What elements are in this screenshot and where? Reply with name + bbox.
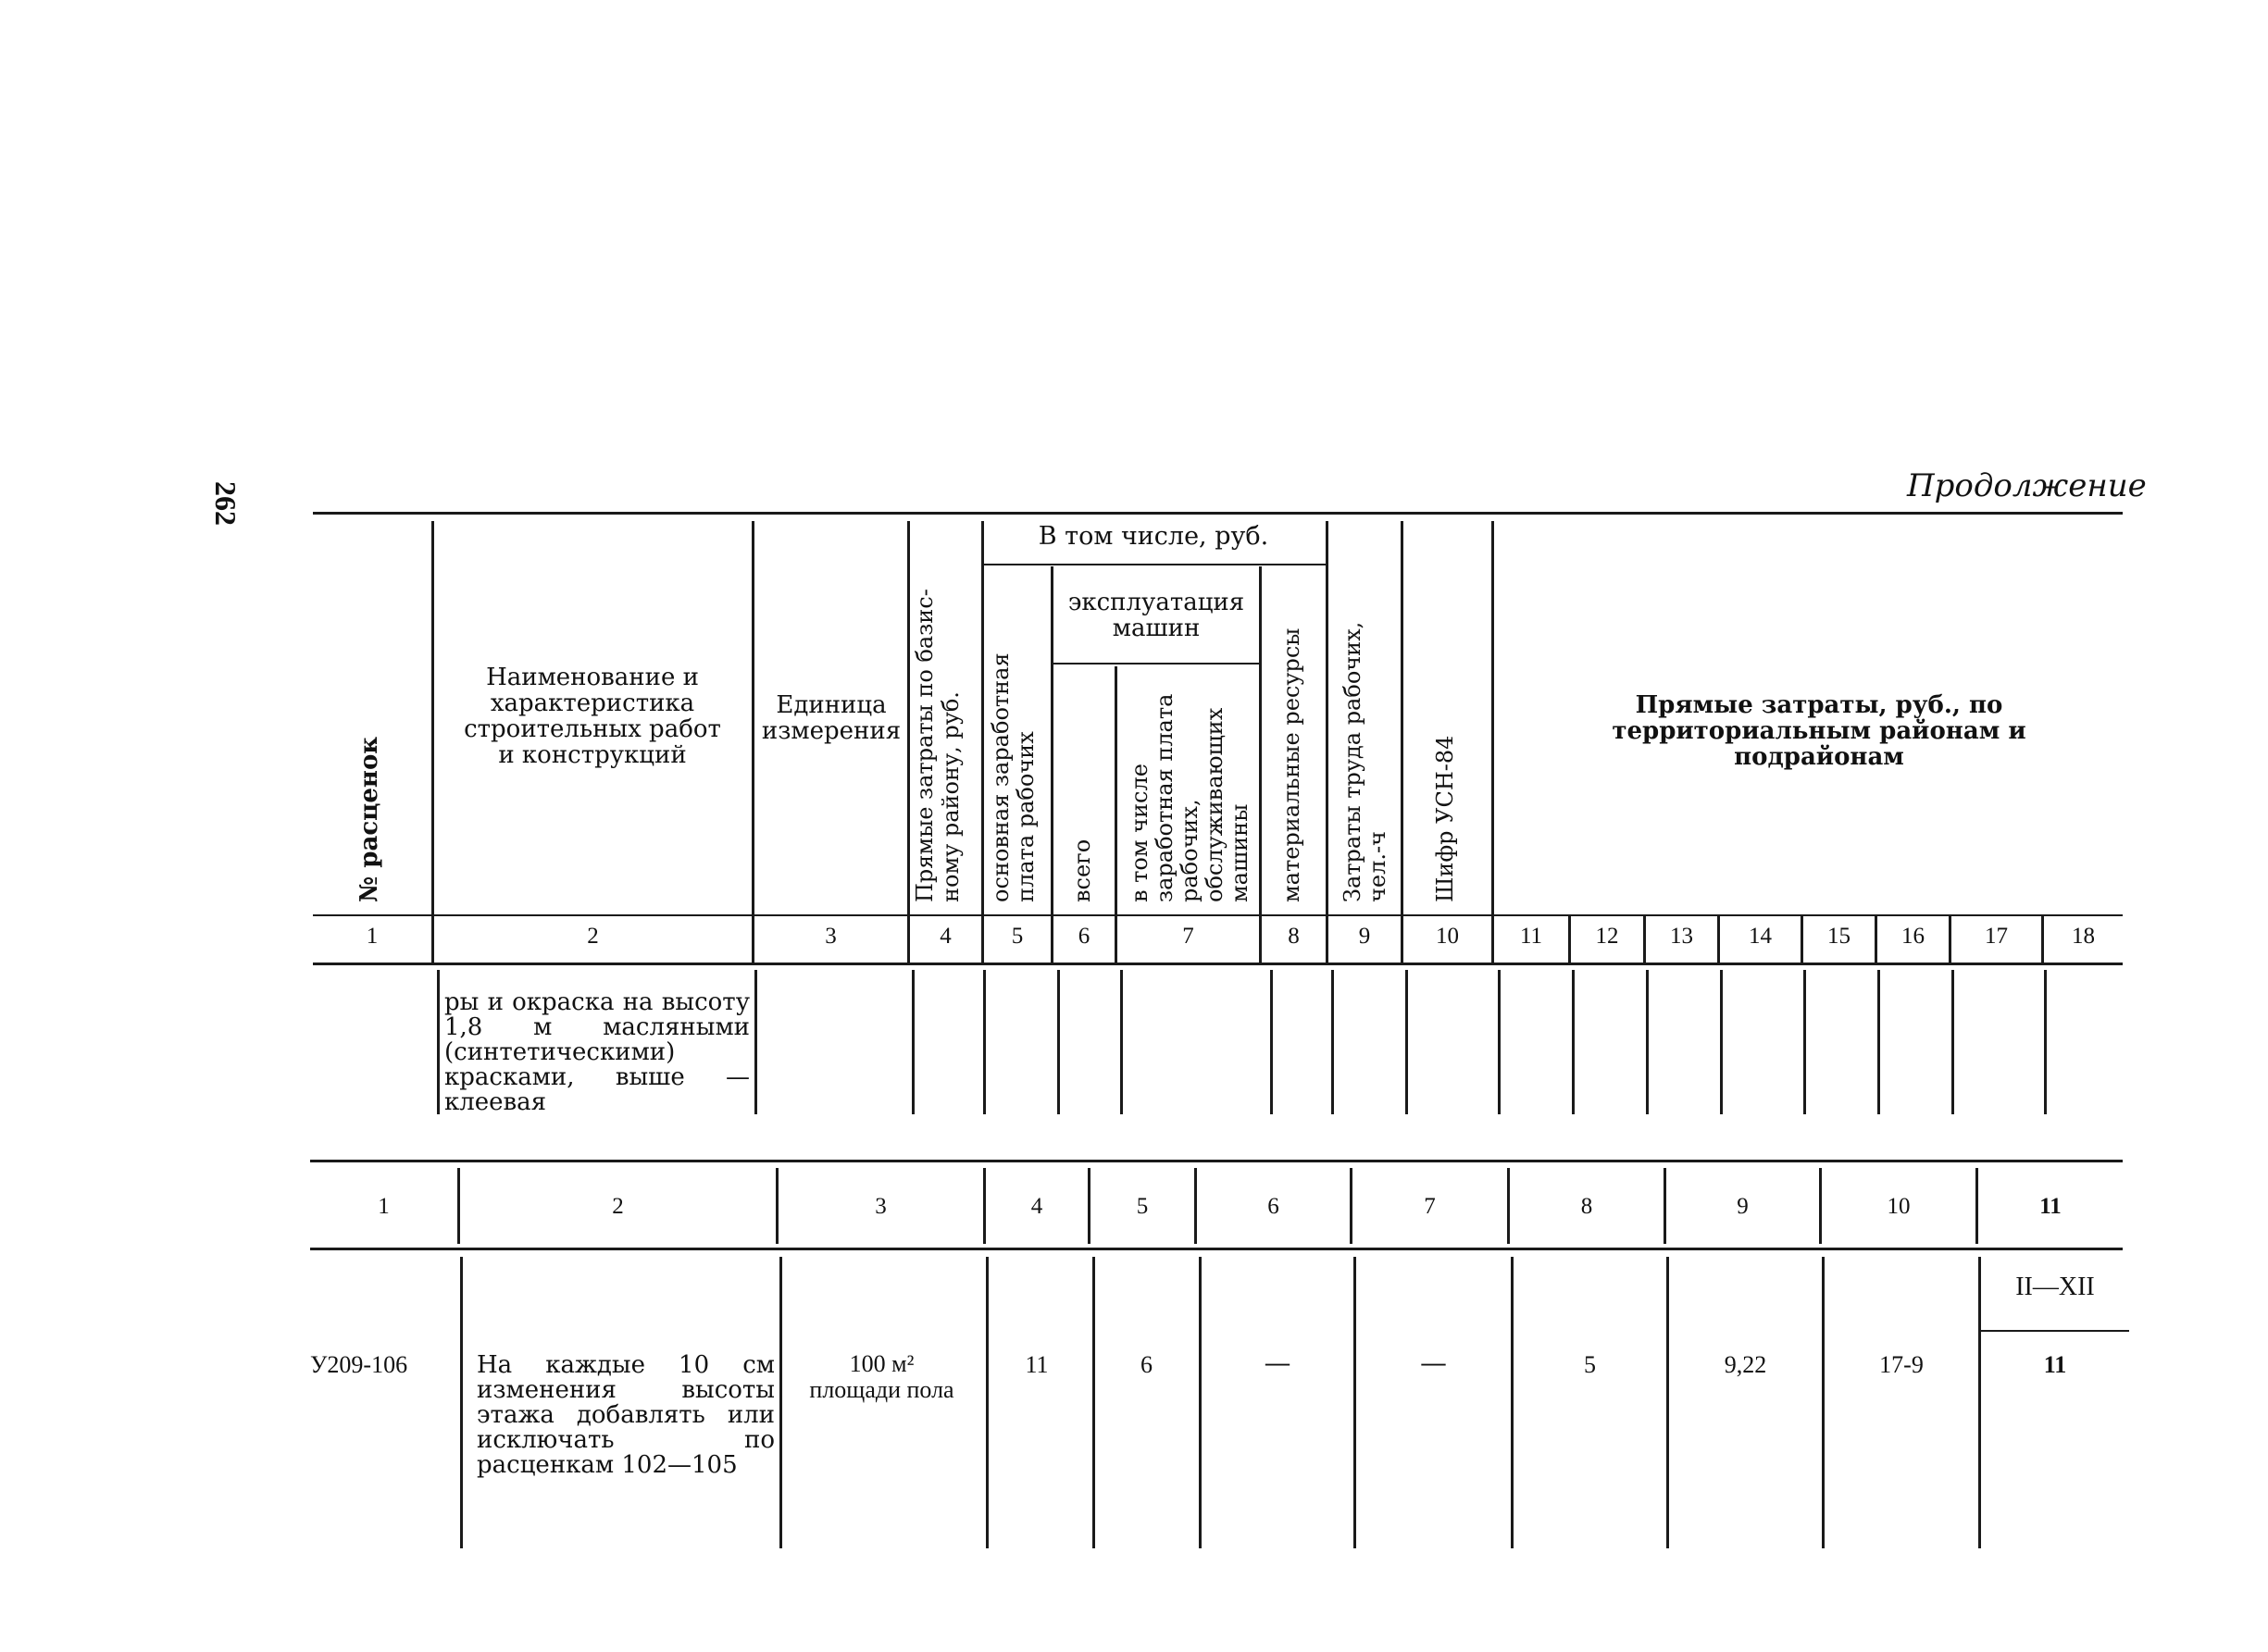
col-num-8: 8 <box>1288 924 1300 949</box>
col-num-12: 12 <box>1595 924 1619 949</box>
header-direct-costs <box>912 546 964 902</box>
base-wage-value: 6 <box>1140 1351 1153 1378</box>
labor-value: 9,22 <box>1724 1351 1767 1378</box>
col-num-9: 9 <box>1358 924 1371 949</box>
t2-col-num-5: 5 <box>1136 1194 1149 1219</box>
header-rate-number: № расценок <box>355 736 383 902</box>
region-label: II—XII <box>2015 1273 2095 1301</box>
col-num-17: 17 <box>1985 924 2008 949</box>
header-usn-code: Шифр УСН-84 <box>1432 735 1458 902</box>
t2-col-num-4: 4 <box>1030 1194 1043 1219</box>
t2-col-num-2: 2 <box>612 1194 624 1219</box>
t2-col-num-10: 10 <box>1887 1194 1911 1219</box>
materials-value: 5 <box>1584 1351 1596 1378</box>
header-materials: материальные ресурсы <box>1278 627 1304 902</box>
machine-wages-value: — <box>1421 1349 1446 1376</box>
rate-code: У209-106 <box>310 1351 408 1378</box>
col-num-2: 2 <box>587 924 599 949</box>
header-base-wage-text: основная заработная плата рабочих <box>988 652 1039 902</box>
work-description: На каждые 10 см изменения высоты этажа добавлять или исключать по расценкам 102—105 <box>477 1351 775 1479</box>
t2-col-num-1: 1 <box>378 1194 390 1219</box>
t2-col-num-3: 3 <box>875 1194 887 1219</box>
col-num-15: 15 <box>1827 924 1851 949</box>
header-regions: Прямые затраты, руб., по территориальным районам и подрайонам <box>1612 691 2026 771</box>
header-group-label: В том числе, руб. <box>1038 522 1269 551</box>
col-num-5: 5 <box>1011 924 1024 949</box>
header-base-wage <box>989 606 1039 902</box>
col-num-11: 11 <box>1519 924 1543 949</box>
header-unit: Единица измерения <box>761 691 902 745</box>
machines-total-value: — <box>1265 1349 1290 1376</box>
col-num-14: 14 <box>1749 924 1772 949</box>
col-num-7: 7 <box>1182 924 1194 949</box>
t2-col-num-11: 11 <box>2039 1194 2062 1219</box>
header-labor <box>1340 588 1390 902</box>
header-machine-wages-text: в том числе заработная плата рабочих, обслуживающих машины <box>1127 693 1252 902</box>
unit-of-measure: 100 м² площади пола <box>809 1350 954 1403</box>
col-num-6: 6 <box>1078 924 1090 949</box>
header-machine-wages <box>1128 666 1252 902</box>
col-num-13: 13 <box>1670 924 1693 949</box>
col-num-4: 4 <box>940 924 952 949</box>
header-machines: эксплуатация машин <box>1067 589 1245 642</box>
col-num-18: 18 <box>2072 924 2095 949</box>
usn-code-value: 17-9 <box>1879 1351 1924 1378</box>
header-direct-costs-text: Прямые затраты по базис-ному району, руб. <box>912 589 964 902</box>
col-num-3: 3 <box>825 924 837 949</box>
t2-col-num-9: 9 <box>1737 1194 1749 1219</box>
col-num-1: 1 <box>366 924 379 949</box>
header-labor-text: Затраты труда рабочих, чел.-ч <box>1340 621 1390 902</box>
page-number: 262 <box>209 481 243 526</box>
direct-costs-value: 11 <box>1025 1351 1049 1378</box>
col-num-10: 10 <box>1436 924 1459 949</box>
t2-col-num-7: 7 <box>1424 1194 1436 1219</box>
t2-col-num-6: 6 <box>1267 1194 1279 1219</box>
col-num-16: 16 <box>1901 924 1925 949</box>
t2-col-num-8: 8 <box>1580 1194 1593 1219</box>
header-machines-total: всего <box>1069 838 1095 902</box>
header-work-name: Наименование и характеристика строительных работ и конструкций <box>464 664 721 769</box>
continued-row-text: ры и окраска на высоту 1,8 м масляными (синтетическими) красками, выше — клеевая <box>444 988 750 1116</box>
region-value: 11 <box>2043 1351 2067 1378</box>
continuation-label: Продолжение <box>1907 467 2147 504</box>
